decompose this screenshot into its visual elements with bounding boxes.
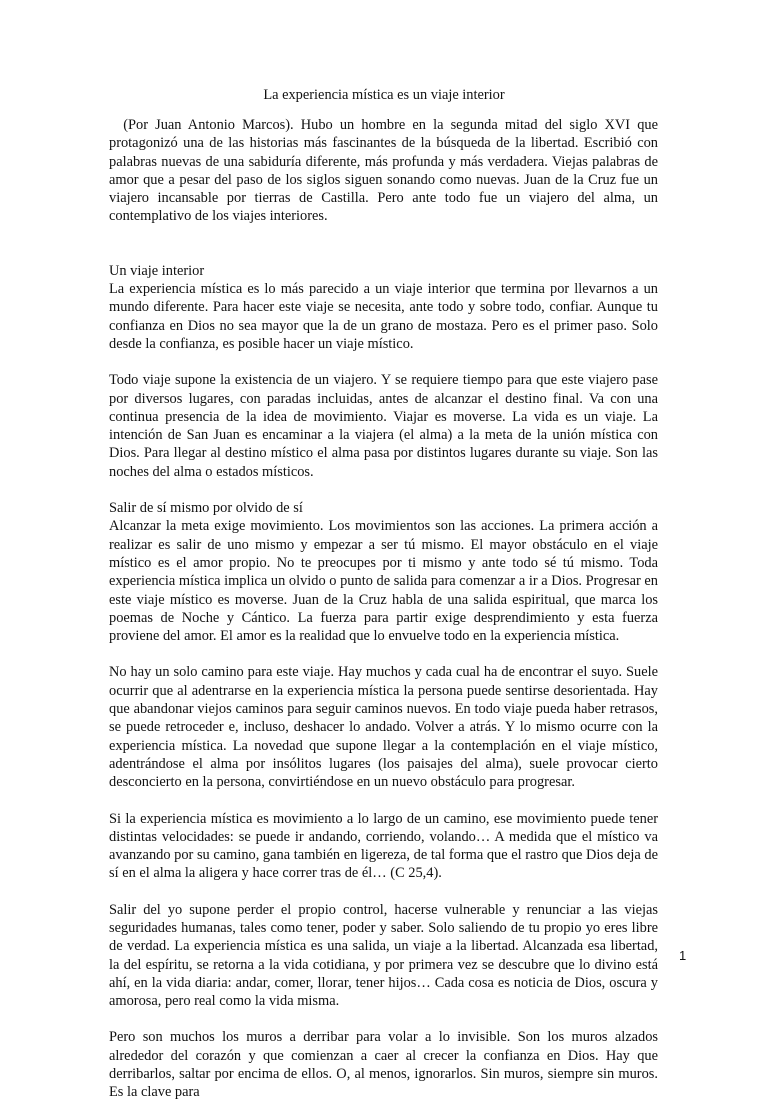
spacer — [109, 1010, 658, 1028]
document-body — [109, 116, 658, 1102]
paragraph: No hay un solo camino para este viaje. Hay muchos y cada cual ha de encontrar el suyo. Suele ocurrir que al adentrarse en la experiencia mística la persona puede sentirse desorientada. Hay que abandonar viejos caminos para seguir caminos nuevos. En todo viaje pueda haber retrasos, se puede retroceder e, incluso, deshacer lo andado. Volver a atrás. Y lo mismo ocurre con la experiencia mística. La novedad que supone llegar a la contemplación en el viaje místico, adentrándose el alma por insólitos lugares (los paisajes del alma), suele provocar cierto desconcierto en la persona, convirtiéndose en un nuevo obstáculo para progresar. — [109, 664, 658, 791]
spacer — [109, 353, 658, 371]
intro-paragraph: (Por Juan Antonio Marcos). Hubo un hombre en la segunda mitad del siglo XVI que protagonizó una de las historias más fascinantes de la búsqueda de la libertad. Escribió con palabras nuevas de una sabiduría diferente, más profunda y más verdadera. Viejas palabras de amor que a pesar del paso de los siglos siguen sonando como nuevas. Juan de la Cruz fue un viajero incansable por tierras de Castilla. Pero ante todo fue un viajero del alma, un contemplativo de los viajes interiores. — [109, 117, 658, 225]
paragraph: Si la experiencia mística es movimiento a lo largo de un camino, ese movimiento puede tener distintas velocidades: se puede ir andando, corriendo, volando… A medida que el místico va avanzando por su camino, gana también en ligereza, de tal forma que el rastro que Dios deja de sí en el alma la aligera y hace correr tras de él… (C 25,4). — [109, 810, 658, 882]
paragraph: Todo viaje supone la existencia de un viajero. Y se requiere tiempo para que este viajero pase por diversos lugares, con paradas incluidas, antes de alcanzar el destino final. Va con una continua presencia de la idea de movimiento. Viajar es moverse. La vida es un viaje. La intención de San Juan es encaminar a la viajera (el alma) a la meta de la unión mística con Dios. Para llegar al destino místico el alma pasa por distintos lugares durante su viaje. Son las noches del alma o estados místicos. — [109, 372, 658, 480]
spacer — [109, 481, 658, 499]
spacer — [109, 226, 658, 262]
spacer — [109, 883, 658, 901]
paragraph: La experiencia mística es lo más parecido a un viaje interior que termina por llevarnos a un mundo diferente. Para hacer este viaje se necesita, ante todo y sobre todo, confiar. Aunque tu confianza en Dios no sea mayor que la de un grano de mostaza. Pero es el primer paso. Solo desde la confianza, es posible hacer un viaje místico. — [109, 281, 658, 352]
paragraph: Alcanzar la meta exige movimiento. Los movimientos son las acciones. La primera acción a realizar es salir de uno mismo y empezar a ser tú mismo. El mayor obstáculo en el viaje místico es el amor propio. No te preocupes por ti mismo y ante todo sé tú mismo. Toda experiencia mística implica un olvido o punto de salida para comenzar a ir a Dios. Progresar en este viaje místico es moverse. Juan de la Cruz habla de una salida espiritual, que marca los poemas de Noche y Cántico. La fuerza para partir exige desprendimiento y esta fuerza proviene del amor. El amor es la realidad que lo envuelve todo en la experiencia mística. — [109, 518, 658, 645]
page-number: 1 — [679, 948, 687, 963]
document-title: La experiencia mística es un viaje interior — [263, 87, 505, 103]
paragraph: Pero son muchos los muros a derribar para volar a lo invisible. Son los muros alzados alrededor del corazón y que comienzan a caer al crecer la confianza en Dios. Hay que derribarlos, saltar por encima de ellos. O, al menos, ignorarlos. Sin muros, siempre sin muros. Es la clave para — [109, 1029, 658, 1101]
section-heading: Un viaje interior — [109, 262, 205, 279]
section-heading: Salir de sí mismo por olvido de sí — [109, 500, 303, 517]
paragraph: Salir del yo supone perder el propio control, hacerse vulnerable y renunciar a las viejas seguridades humanas, tales como tener, poder y saber. Solo saliendo de tu propio yo eres libre de verdad. La experiencia mística es una salida, un viaje a la libertad. Alcanzada esa libertad, la del espíritu, se retorna a la vida cotidiana, y por primera vez se descubre que lo divino está ahí, en la vida diaria: andar, comer, llorar, tener hijos… Cada cosa es noticia de Dios, oscura y amorosa, pero real como la vida misma. — [109, 901, 658, 1010]
spacer — [109, 792, 658, 810]
spacer — [109, 645, 658, 663]
